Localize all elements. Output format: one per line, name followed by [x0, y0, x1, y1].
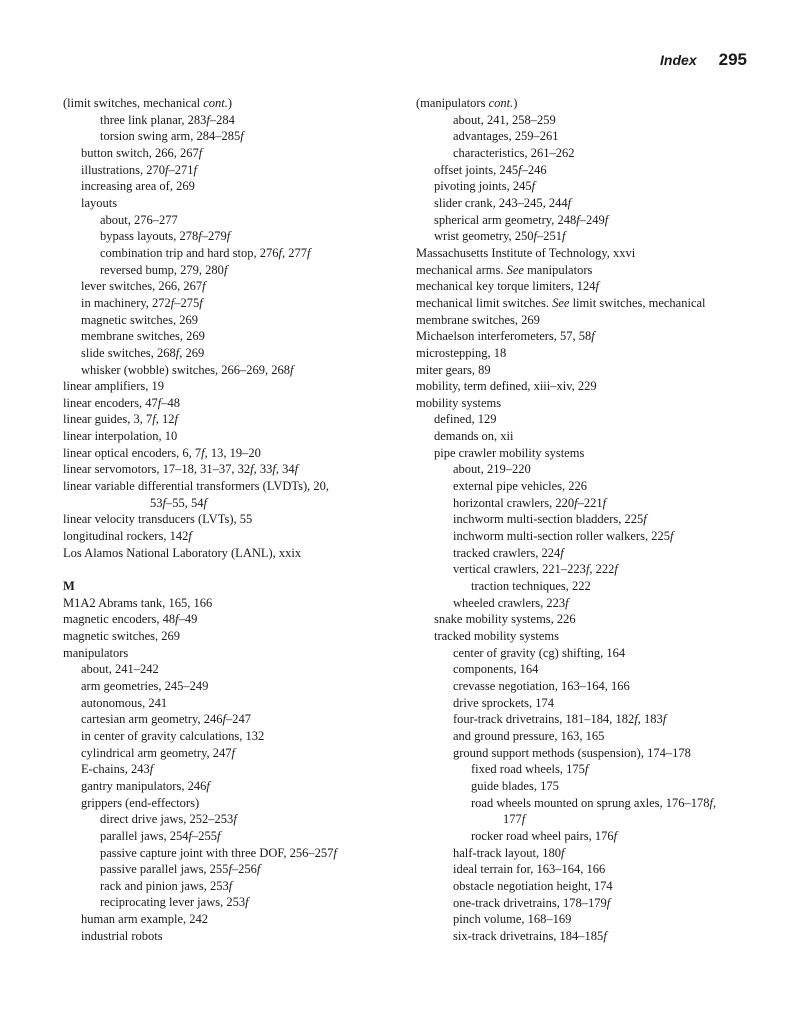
- index-subentry: rack and pinion jaws, 253f: [100, 878, 233, 893]
- index-main-entry: longitudinal rockers, 142f: [63, 529, 192, 544]
- index-main-entry: (manipulators cont.): [416, 96, 518, 110]
- index-main-entry: linear servomotors, 17–18, 31–37, 32f, 33f, 34f: [63, 462, 299, 477]
- page-number: 295: [718, 50, 747, 69]
- index-main-entry: microstepping, 18: [416, 345, 507, 360]
- index-subentry: wheeled crawlers, 223f: [453, 595, 569, 610]
- index-main-entry: linear amplifiers, 19: [63, 379, 165, 394]
- index-subentry: cartesian arm geometry, 246f–247: [81, 712, 251, 727]
- index-subentry: increasing area of, 269: [81, 179, 195, 194]
- index-subentry: reciprocating lever jaws, 253f: [100, 895, 249, 910]
- index-main-entry: linear guides, 3, 7f, 12f: [63, 412, 178, 427]
- index-subentry: whisker (wobble) switches, 266–269, 268f: [81, 362, 294, 377]
- index-main-entry: mechanical limit switches. See limit switches, mechanical: [416, 295, 706, 310]
- section-spacer: [63, 561, 408, 578]
- index-main-entry: mechanical key torque limiters, 124f: [416, 279, 599, 294]
- index-subentry: tracked crawlers, 224f: [453, 545, 564, 560]
- index-subentry: reversed bump, 279, 280f: [100, 262, 228, 277]
- index-column-left: [63, 95, 408, 944]
- index-main-entry: Michaelson interferometers, 57, 58f: [416, 329, 595, 344]
- index-subentry: slider crank, 243–245, 244f: [434, 195, 572, 210]
- index-subentry: pipe crawler mobility systems: [434, 445, 585, 460]
- section-letter: M: [63, 579, 75, 594]
- index-subentry: industrial robots: [81, 928, 163, 943]
- index-subentry: ideal terrain for, 163–164, 166: [453, 862, 606, 877]
- index-subentry: about, 241, 258–259: [453, 112, 556, 127]
- index-subentry: traction techniques, 222: [471, 579, 591, 594]
- index-subentry: magnetic switches, 269: [81, 312, 198, 327]
- index-main-entry: mechanical arms. See manipulators: [416, 262, 593, 277]
- index-main-entry: Los Alamos National Laboratory (LANL), xxix: [63, 545, 302, 560]
- index-subentry: inchworm multi-section roller walkers, 225f: [453, 529, 674, 544]
- index-subentry: guide blades, 175: [471, 778, 559, 793]
- index-subentry: pivoting joints, 245f: [434, 179, 536, 194]
- index-subentry: gantry manipulators, 246f: [81, 778, 210, 793]
- index-subentry: road wheels mounted on sprung axles, 176–178f,: [471, 795, 717, 810]
- index-subentry: about, 276–277: [100, 212, 178, 227]
- index-main-entry: linear velocity transducers (LVTs), 55: [63, 512, 253, 527]
- index-main-entry: linear encoders, 47f–48: [63, 395, 180, 410]
- index-subentry: button switch, 266, 267f: [81, 145, 203, 160]
- index-subentry: bypass layouts, 278f–279f: [100, 229, 231, 244]
- index-subentry: ground support methods (suspension), 174–178: [453, 745, 691, 760]
- index-subentry: slide switches, 268f, 269: [81, 345, 205, 360]
- index-subentry: snake mobility systems, 226: [434, 612, 576, 627]
- index-subentry: combination trip and hard stop, 276f, 277f: [100, 245, 311, 260]
- index-main-entry: membrane switches, 269: [416, 312, 540, 327]
- index-main-entry: mobility, term defined, xiii–xiv, 229: [416, 379, 597, 394]
- index-subentry: pinch volume, 168–169: [453, 912, 572, 927]
- index-main-entry: linear variable differential transformers (LVDTs), 20,: [63, 479, 330, 494]
- index-subentry: in machinery, 272f–275f: [81, 295, 203, 310]
- index-subentry: demands on, xii: [434, 429, 514, 444]
- index-subentry: lever switches, 266, 267f: [81, 279, 206, 294]
- index-subentry: obstacle negotiation height, 174: [453, 878, 613, 893]
- index-main-entry: mobility systems: [416, 395, 502, 410]
- index-column-right: [416, 95, 756, 944]
- index-subentry: fixed road wheels, 175f: [471, 762, 589, 777]
- index-subentry: one-track drivetrains, 178–179f: [453, 895, 611, 910]
- index-subentry: in center of gravity calculations, 132: [81, 728, 265, 743]
- index-main-entry: Massachusetts Institute of Technology, xxvi: [416, 245, 636, 260]
- index-subentry: layouts: [81, 195, 118, 210]
- index-subentry: three link planar, 283f–284: [100, 112, 235, 127]
- index-subentry: arm geometries, 245–249: [81, 678, 209, 693]
- index-subentry: tracked mobility systems: [434, 629, 559, 643]
- index-subentry: cylindrical arm geometry, 247f: [81, 745, 236, 760]
- index-subentry: defined, 129: [434, 412, 497, 427]
- index-subentry: spherical arm geometry, 248f–249f: [434, 212, 609, 227]
- index-main-entry: miter gears, 89: [416, 362, 491, 377]
- index-subentry: crevasse negotiation, 163–164, 166: [453, 678, 630, 693]
- index-subentry: characteristics, 261–262: [453, 145, 575, 160]
- index-subentry: about, 241–242: [81, 662, 159, 677]
- index-subentry: membrane switches, 269: [81, 329, 205, 344]
- index-subentry: direct drive jaws, 252–253f: [100, 812, 237, 827]
- index-subentry: rocker road wheel pairs, 176f: [471, 828, 618, 843]
- index-subentry: 177f: [503, 812, 526, 827]
- index-subentry: advantages, 259–261: [453, 129, 559, 144]
- index-subentry: E-chains, 243f: [81, 762, 154, 777]
- index-subentry: parallel jaws, 254f–255f: [100, 828, 221, 843]
- index-subentry: about, 219–220: [453, 462, 531, 477]
- index-subentry: and ground pressure, 163, 165: [453, 728, 605, 743]
- index-subentry: external pipe vehicles, 226: [453, 479, 587, 494]
- index-subentry: wrist geometry, 250f–251f: [434, 229, 566, 244]
- index-subentry: autonomous, 241: [81, 695, 168, 710]
- index-subentry: vertical crawlers, 221–223f, 222f: [453, 562, 618, 577]
- header-section-label: Index: [660, 52, 697, 68]
- index-subentry: illustrations, 270f–271f: [81, 162, 197, 177]
- index-subentry: human arm example, 242: [81, 912, 209, 927]
- index-subentry: horizontal crawlers, 220f–221f: [453, 495, 607, 510]
- index-subentry: passive parallel jaws, 255f–256f: [100, 862, 261, 877]
- index-subentry: six-track drivetrains, 184–185f: [453, 928, 607, 943]
- index-main-entry: magnetic switches, 269: [63, 628, 180, 643]
- index-subentry: 53f–55, 54f: [150, 495, 207, 510]
- index-main-entry: linear optical encoders, 6, 7f, 13, 19–20: [63, 445, 261, 460]
- index-subentry: torsion swing arm, 284–285f: [100, 129, 244, 144]
- index-main-entry: M1A2 Abrams tank, 165, 166: [63, 595, 213, 610]
- index-main-entry: (limit switches, mechanical cont.): [63, 96, 233, 110]
- running-header: [660, 50, 747, 70]
- index-subentry: half-track layout, 180f: [453, 845, 565, 860]
- index-main-entry: manipulators: [63, 645, 129, 660]
- index-subentry: passive capture joint with three DOF, 256–257f: [100, 845, 337, 860]
- index-subentry: center of gravity (cg) shifting, 164: [453, 645, 626, 660]
- index-subentry: inchworm multi-section bladders, 225f: [453, 512, 647, 527]
- index-subentry: four-track drivetrains, 181–184, 182f, 183f: [453, 712, 667, 727]
- index-subentry: drive sprockets, 174: [453, 695, 555, 710]
- index-subentry: components, 164: [453, 662, 539, 677]
- index-subentry: grippers (end-effectors): [81, 795, 200, 810]
- index-subentry: offset joints, 245f–246: [434, 162, 547, 177]
- index-main-entry: magnetic encoders, 48f–49: [63, 612, 198, 627]
- index-main-entry: linear interpolation, 10: [63, 429, 178, 444]
